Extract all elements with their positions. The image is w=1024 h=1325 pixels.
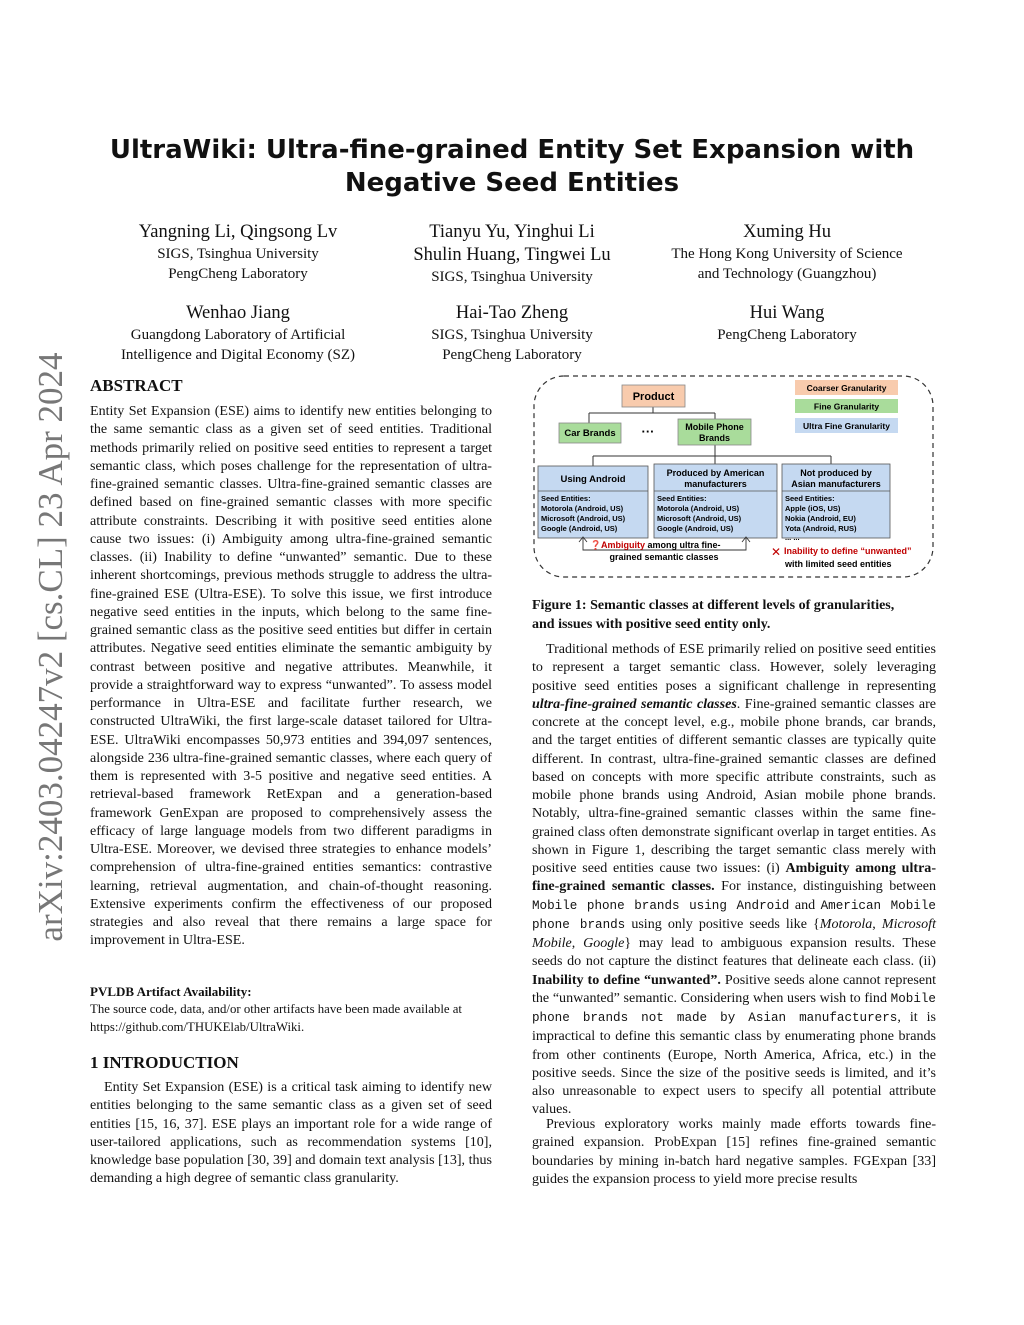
author-affiliation: SIGS, Tsinghua University (157, 246, 319, 262)
text-run: and (789, 896, 821, 913)
text-run: using only positive seeds like { (625, 915, 820, 932)
ambiguity-line2: grained semantic classes (609, 552, 719, 562)
box2-title-line1: Produced by American (666, 468, 765, 478)
text-run-emph: Google (583, 935, 625, 951)
text-run-emph: Microsoft Mobile (532, 915, 936, 951)
text-run-bold: Inability to define “unwanted”. (532, 971, 721, 988)
text-run: Previous exploratory works mainly made efforts towards fine-grained expansion. ProbExpan [15] refines fine-grained semantic boundaries by mining in-batch hard negative samples. FGExpan [33] guides the expansion process to yield more precise results (532, 1116, 936, 1187)
author-affiliation: PengCheng Laboratory (168, 266, 308, 282)
author-names: Wenhao Jiang (186, 303, 290, 323)
author-names: Hui Wang (749, 303, 825, 323)
box3-title-line2: Asian manufacturers (791, 479, 881, 489)
box3-seed: ... ... (785, 533, 800, 542)
title-line-2: Negative Seed Entities (344, 168, 680, 198)
text-run: Traditional methods of ESE primarily relied on positive seed entities to represent a target semantic class. However, solely leveraging positive seed entities poses a significant challenge in representing (532, 641, 936, 694)
ambiguity-text (601, 540, 721, 550)
box3-title-line1: Not produced by (800, 468, 872, 478)
inability-text: Inability to define “unwanted” (784, 546, 912, 556)
author-block-5 (382, 302, 642, 365)
text-run: For instance, distinguishing between (714, 878, 936, 895)
ambiguity-icon: ❓ (590, 540, 602, 550)
box3-seed: Apple (iOS, US) (785, 504, 841, 513)
author-affiliation: SIGS, Tsinghua University (431, 269, 593, 285)
mobile-label-line1: Mobile Phone (685, 422, 744, 432)
author-names: Shulin Huang, Tingwei Lu (413, 245, 611, 265)
author-affiliation: PengCheng Laboratory (717, 327, 857, 343)
author-affiliation: and Technology (Guangzhou) (697, 266, 877, 282)
box3-seed: Nokia (Android, EU) (785, 514, 856, 523)
product-label: Product (632, 391, 675, 403)
text-run: . Fine-grained semantic classes are concrete at the concept level, e.g., mobile phone brands, car brands, and the target entities of different semantic classes are typically quite different. In contrast, ultra-fine-grained semantic classes are defined based on concepts with more specific attribute constraints, such as mobile phone brands using Android, Asian mobile phone brands. Notably, ultra-fine-grained semantic classes within the same fine-grained class often demonstrate significant overlap in target entities. As shown in Figure 1, describing the target semantic class merely with positive seed entities cause two issues: (i) (532, 695, 936, 876)
author-affiliation: SIGS, Tsinghua University (431, 327, 593, 343)
legend-ultra-label: Ultra Fine Granularity (803, 421, 890, 431)
author-names: Xuming Hu (743, 222, 831, 242)
right-paragraph-2 (532, 1115, 936, 1188)
box3-seed-label: Seed Entities: (785, 494, 835, 503)
text-run-emph: Motorola (819, 915, 873, 932)
intro-paragraph: Entity Set Expansion (ESE) is a critical task aiming to identify new entities belonging to the same semantic class as a given set of seed entities [15, 16, 37]. ESE plays an important role for a wide range of user-tailored applications, such as recommendation systems [10], knowledge base population [30, 39] and domain text analysis [13], thus demanding a high degree of semantic class granularity. (90, 1079, 492, 1187)
artifact-text: The source code, data, and/or other artifacts have been made available at https://github.com/THUKElab/UltraWiki. (90, 1002, 462, 1034)
ambiguity-rest: among ultra fine- (645, 540, 721, 550)
author-names: Yangning Li, Qingsong Lv (138, 222, 338, 242)
box2-seed: Microsoft (Android, US) (657, 514, 742, 523)
box3-seed: Yota (Android, RUS) (785, 524, 857, 533)
inability-cross-icon: ✕ (771, 545, 782, 559)
text-run-mono: American Mobile phone brands (532, 898, 936, 932)
caption-line-1: Figure 1: Semantic classes at different levels of granularities, (532, 598, 895, 613)
caption-line-2: and issues with positive seed entity only. (532, 616, 771, 632)
figure-1-diagram (531, 374, 936, 580)
text-run: , (872, 915, 882, 932)
box2-seed-label: Seed Entities: (657, 494, 707, 503)
author-block-2 (382, 221, 642, 287)
author-names: Hai-Tao Zheng (455, 303, 569, 323)
author-block-3 (646, 221, 928, 284)
box2-title-line2: manufacturers (684, 479, 747, 489)
text-run-bold: Ambiguity among ultra-fine-grained semantic classes. (532, 860, 937, 895)
box1-seed: Motorola (Android, US) (541, 504, 624, 513)
car-brands-label: Car Brands (564, 428, 616, 439)
abstract-heading: ABSTRACT (90, 376, 183, 395)
mobile-label-line2: Brands (698, 433, 731, 443)
box1-seed: Google (Android, US) (541, 524, 618, 533)
text-run-mono: Mobile phone brands not made by Asian manufacturers (532, 991, 936, 1025)
intro-heading: 1 INTRODUCTION (90, 1053, 239, 1072)
author-names: Tianyu Yu, Yinghui Li (429, 222, 595, 242)
author-block-4 (98, 302, 378, 365)
box2-seed: Motorola (Android, US) (657, 504, 740, 513)
text-run: , (571, 935, 584, 951)
author-affiliation: PengCheng Laboratory (442, 347, 582, 363)
box1-title: Using Android (560, 474, 626, 485)
text-run-emph: ultra-fine-grained semantic classes (532, 695, 737, 712)
arxiv-stamp: arXiv:2403.04247v2 [cs.CL] 23 Apr 2024 (31, 352, 70, 942)
title-line-1: UltraWiki: Ultra-fine-grained Entity Set Expansion with (109, 135, 915, 165)
ellipsis-label: ··· (641, 424, 655, 439)
box1-seed-label: Seed Entities: (541, 494, 591, 503)
artifact-heading: PVLDB Artifact Availability: (90, 984, 252, 999)
text-run: Positive seeds alone cannot represent the “unwanted” semantic. Considering when users wish to find (532, 971, 936, 1006)
author-block-6 (646, 302, 928, 345)
text-run-mono: Mobile phone brands using Android (532, 898, 790, 913)
ambiguity-word: Ambiguity (601, 540, 645, 550)
intro-text (90, 1078, 492, 1188)
author-affiliation: The Hong Kong University of Science (671, 246, 903, 262)
inability-line2: with limited seed entities (785, 559, 892, 569)
text-run: } may lead to ambiguous expansion results. These seeds do not capture the distinct features that delineate each class. (ii) (532, 935, 936, 970)
author-affiliation: Intelligence and Digital Economy (SZ) (120, 347, 356, 363)
figure-caption (532, 597, 936, 634)
abstract-text: Entity Set Expansion (ESE) aims to identify new entities belonging to the same semantic class as a given set of seed entities. Traditional methods primarily relied on positive seed entities to represent a target semantic class, which poses challenge for the representation of ultra-fine-grained semantic classes. Ultra-fine-grained semantic classes are defined based on fine-grained semantic classes with more specific attribute constraints. Describing it with positive seed entities alone cause two issues: (i) Ambiguity among ultra-fine-grained semantic classes. (ii) Inability to define “unwanted” semantic. Due to these inherent shortcomings, previous methods struggle to address the ultra-fine-grained ESE (Ultra-ESE). To solve this issue, we first introduce negative seed entities in the inputs, which belong to the same fine-grained semantic class as the positive seed entities but differ in certain attributes. Negative seed entities eliminate the semantic ambiguity by contrast between positive and negative attributes. Meanwhile, it provide a straightforward way to express “unwanted”. To assess model performance in Ultra-ESE and facilitate further research, we constructed UltraWiki, the first large-scale dataset tailored for Ultra-ESE. UltraWiki encompasses 50,973 entities and 394,097 sentences, alongside 236 ultra-fine-grained semantic classes, where each query of them is represented with 3-5 positive and negative seed entities. A retrieval-based framework RetExpan and a generation-based framework GenExpan are proposed to comprehensively assess the efficacy of large language models from two different paradigms in Ultra-ESE. Moreover, we devised three strategies to enhance models’ comprehension of ultra-fine-grained entities semantics: contrastive learning, retrieval augmentation, and chain-of-thought reasoning. Extensive experiments confirm the effectiveness of our proposed strategies and also reveal that there remains a large space for improvement in Ultra-ESE. (90, 403, 492, 949)
box1-seed: Microsoft (Android, US) (541, 514, 626, 523)
box2-seed: Google (Android, US) (657, 524, 734, 533)
legend-fine-label: Fine Granularity (813, 401, 880, 412)
author-block-1 (98, 221, 378, 284)
text-run: , it is impractical to define this semantic class by enumerating phone brands from other continents (Europe, North America, Africa, etc.) in the positive seeds. Since the size of the positive seeds is limited, and it’s also unreasonable to expect users to specify all potential attribute values. (532, 1009, 936, 1118)
author-affiliation: Guangdong Laboratory of Artificial (130, 327, 346, 343)
paper-title (100, 134, 924, 200)
legend-coarser-label: Coarser Granularity (806, 383, 887, 393)
right-paragraph-1 (532, 640, 936, 1119)
